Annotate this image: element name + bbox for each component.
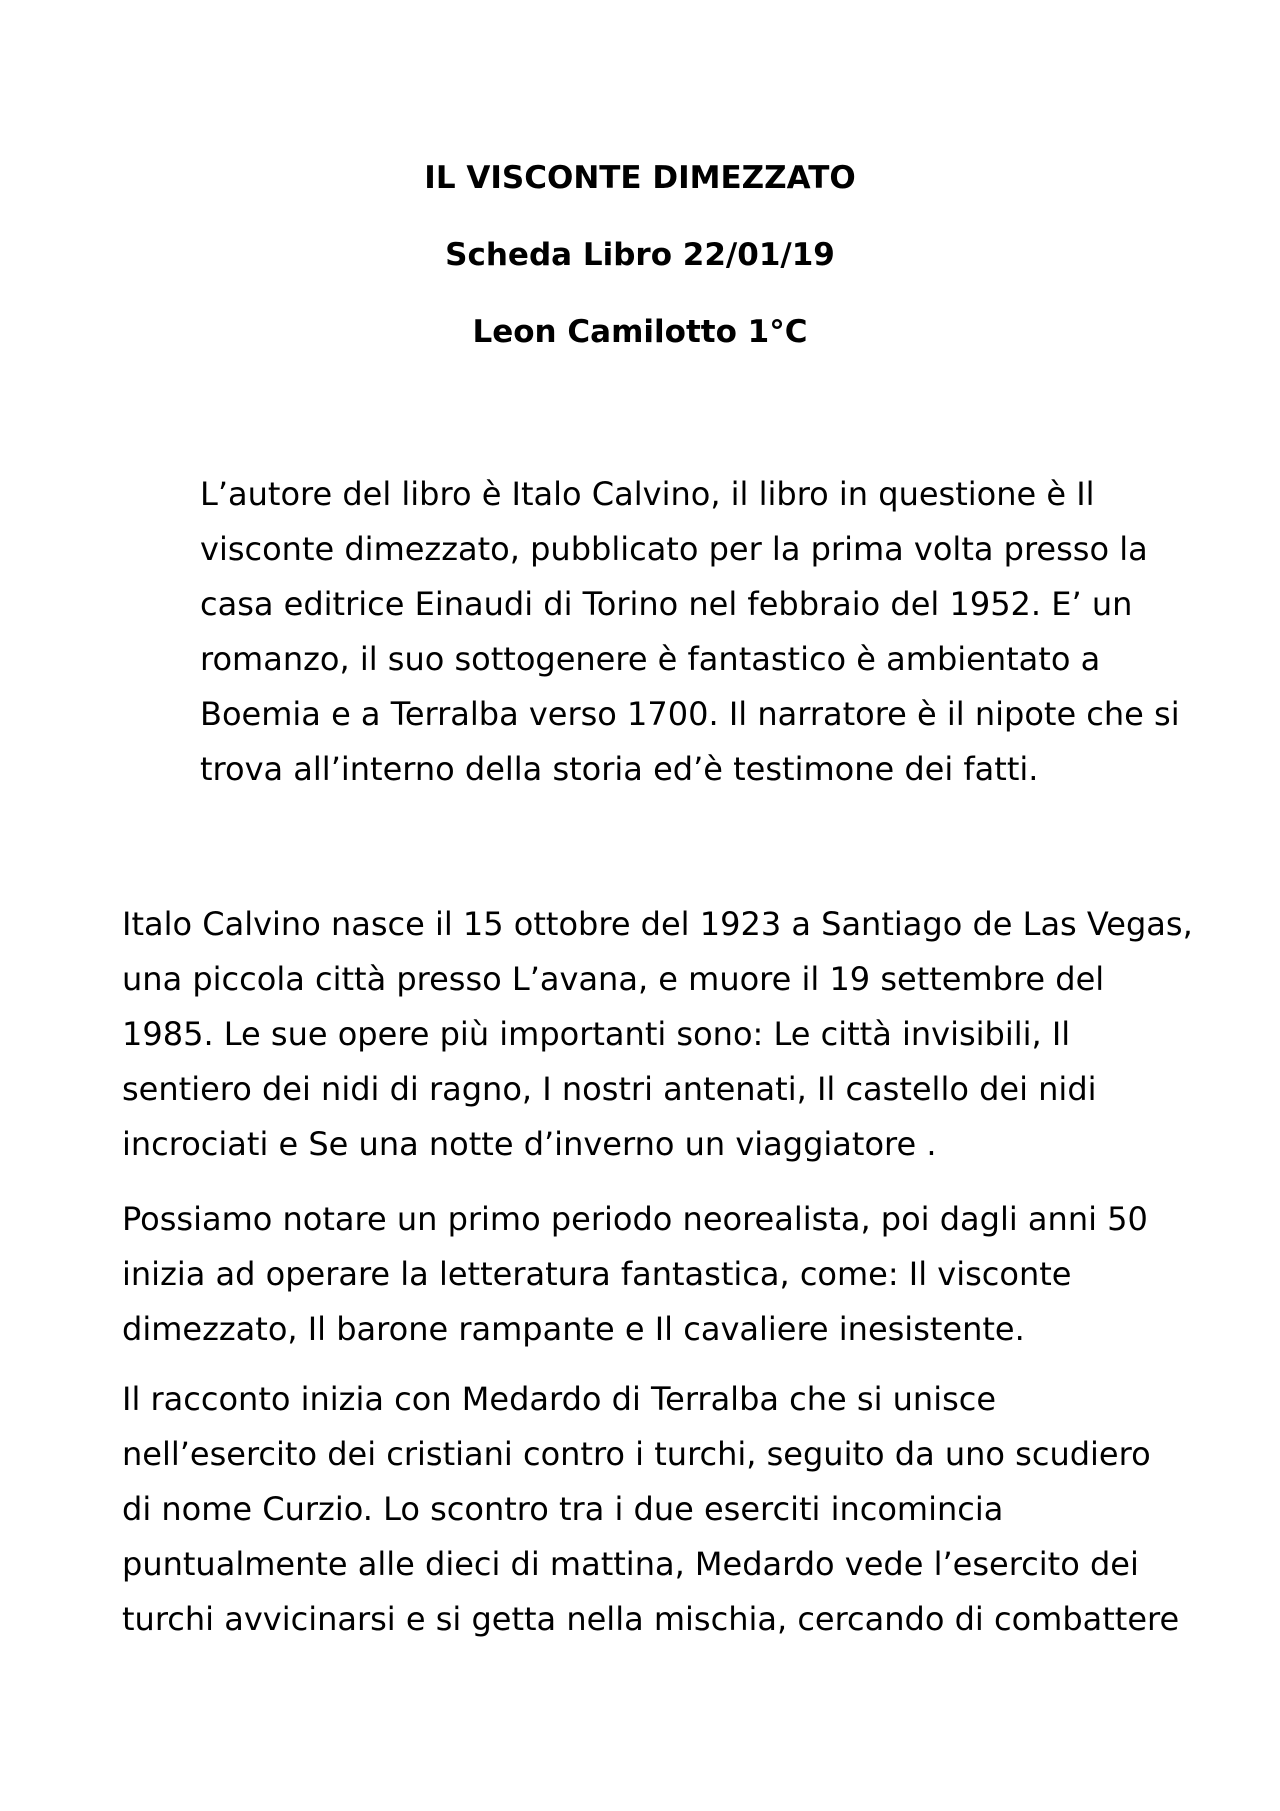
paragraph-line: visconte dimezzato, pubblicato per la prima volta presso la <box>200 530 1148 568</box>
paragraph-line: incrociati e Se una notte d’inverno un viaggiatore . <box>122 1125 937 1163</box>
paragraph-line: L’autore del libro è Italo Calvino, il libro in questione è Il <box>200 475 1095 513</box>
paragraph-line: turchi avvicinarsi e si getta nella mischia, cercando di combattere <box>122 1600 1180 1638</box>
paragraph-line: casa editrice Einaudi di Torino nel febbraio del 1952. E’ un <box>200 585 1133 623</box>
paragraph-line: dimezzato, Il barone rampante e Il cavaliere inesistente. <box>122 1310 1025 1348</box>
paragraph-line: nell’esercito dei cristiani contro i turchi, seguito da uno scudiero <box>122 1435 1151 1473</box>
paragraph-author-bio <box>122 897 1193 1172</box>
paragraph-line: trova all’interno della storia ed’è testimone dei fatti. <box>200 750 1039 788</box>
paragraph-story <box>122 1372 1179 1647</box>
paragraph-line: sentiero dei nidi di ragno, I nostri antenati, Il castello dei nidi <box>122 1070 1097 1108</box>
paragraph-line: 1985. Le sue opere più importanti sono: Le città invisibili, Il <box>122 1015 1071 1053</box>
paragraph-line: una piccola città presso L’avana, e muore il 19 settembre del <box>122 960 1105 998</box>
paragraph-line: Italo Calvino nasce il 15 ottobre del 1923 a Santiago de Las Vegas, <box>122 905 1193 943</box>
document-title: IL VISCONTE DIMEZZATO <box>424 160 856 196</box>
paragraph-line: Boemia e a Terralba verso 1700. Il narratore è il nipote che si <box>200 695 1180 733</box>
paragraph-line: romanzo, il suo sottogenere è fantastico è ambientato a <box>200 640 1101 678</box>
paragraph-line: di nome Curzio. Lo scontro tra i due eserciti incomincia <box>122 1490 1004 1528</box>
paragraph-line: Il racconto inizia con Medardo di Terralba che si unisce <box>122 1380 997 1418</box>
paragraph-intro <box>200 467 1180 797</box>
document-subtitle: Scheda Libro 22/01/19 <box>445 237 835 273</box>
paragraph-line: puntualmente alle dieci di mattina, Medardo vede l’esercito dei <box>122 1545 1139 1583</box>
paragraph-line: Possiamo notare un primo periodo neorealista, poi dagli anni 50 <box>122 1200 1148 1238</box>
paragraph-line: inizia ad operare la letteratura fantastica, come: Il visconte <box>122 1255 1072 1293</box>
document-author-line: Leon Camilotto 1°C <box>472 314 808 350</box>
paragraph-periods <box>122 1192 1148 1357</box>
